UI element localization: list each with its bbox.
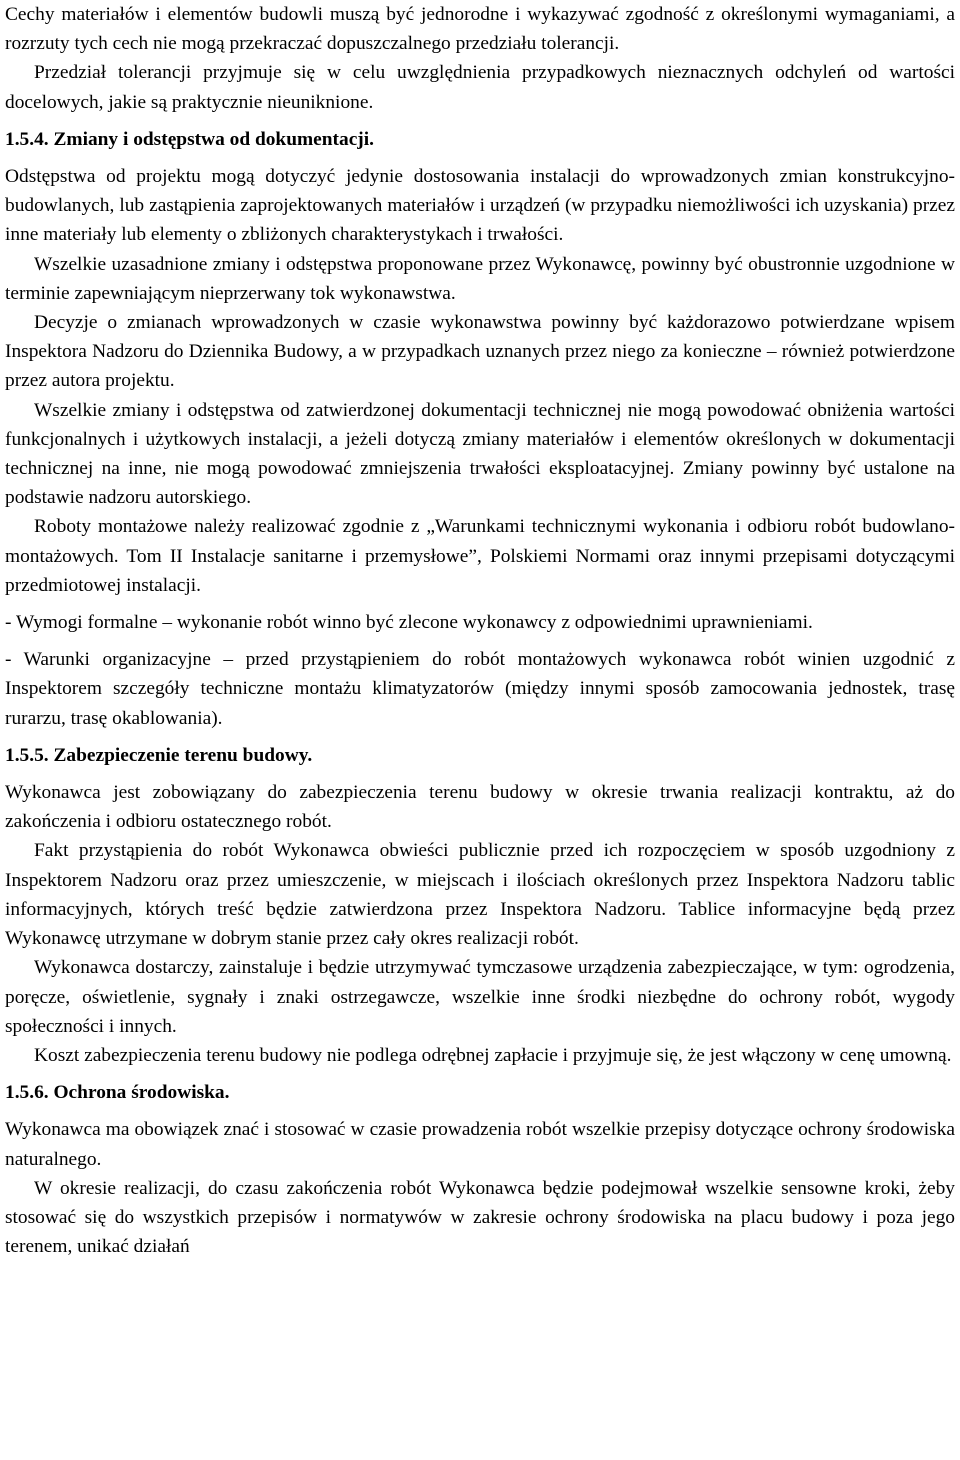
- paragraph-installation-works: Roboty montażowe należy realizować zgodnie z „Warunkami technicznymi wykonania i odbioru robót budowlano-montażowych. Tom II Instalacje sanitarne i przemysłowe”, Polskiemi Normami oraz innymi przepisami dotyczącymi przedmiotowej instalacji.: [5, 516, 955, 596]
- paragraph-material-consistency: Cechy materiałów i elementów budowli muszą być jednorodne i wykazywać zgodność z określonymi wymaganiami, a rozrzuty tych cech nie mogą przekraczać dopuszczalnego przedziału tolerancji.: [5, 4, 955, 55]
- paragraph-organizational-conditions: - Warunki organizacyjne – przed przystąpieniem do robót montażowych wykonawca robót winien uzgodnić z Inspektorem szczegóły techniczne montażu klimatyzatorów (między innymi sposób zamocowania jednostek, trasę rurarzu, trasę okablowania).: [5, 649, 955, 729]
- paragraph-change-decisions: Decyzje o zmianach wprowadzonych w czasie wykonawstwa powinny być każdorazowo potwierdzane wpisem Inspektora Nadzoru do Dziennika Budowy, a w przypadkach uznanych przez niego za konieczne – również potwierdzone przez autora projektu.: [5, 312, 955, 392]
- paragraph-environmental-measures: W okresie realizacji, do czasu zakończenia robót Wykonawca będzie podejmował wszelkie sensowne kroki, żeby stosować się do wszystkich przepisów i normatywów w zakresie ochrony środowiska na placu budowy i poza jego terenem, unikać działań: [5, 1177, 955, 1258]
- paragraph-protection-cost: Koszt zabezpieczenia terenu budowy nie podlega odrębnej zapłacie i przyjmuje się, że jest włączony w cenę umowną.: [34, 1044, 952, 1066]
- paragraph-information-boards: Fakt przystąpienia do robót Wykonawca obwieści publicznie przed ich rozpoczęciem w sposób uzgodniony z Inspektorem Nadzoru oraz przez umieszczenie, w miejscach i ilościach określonych przez Inspektora Nadzoru tablic informacyjnych, których treść będzie zatwierdzona przez Inspektora Nadzoru. Tablice informacyjne będą przez Wykonawcę utrzymane w dobrym stanie przez cały okres realizacji robót.: [5, 840, 955, 950]
- paragraph-safety-devices: Wykonawca dostarczy, zainstaluje i będzie utrzymywać tymczasowe urządzenia zabezpieczające, w tym: ogrodzenia, poręcze, oświetlenie, sygnały i znaki ostrzegawcze, wszelkie inne środki niezbędne do ochrony robót, wygody społeczności i innych.: [5, 957, 955, 1037]
- paragraph-tolerance-range: Przedział tolerancji przyjmuje się w celu uwzględnienia przypadkowych nieznacznych odchyleń od wartości docelowych, jakie są praktycznie nieuniknione.: [5, 62, 955, 113]
- section-heading-changes: 1.5.4. Zmiany i odstępstwa od dokumentacji.: [5, 128, 374, 150]
- paragraph-agreed-changes: Wszelkie uzasadnione zmiany i odstępstwa proponowane przez Wykonawcę, powinny być obustronnie uzgodnione w terminie zapewniającym nieprzerwany tok wykonawstwa.: [5, 253, 955, 304]
- paragraph-site-security: Wykonawca jest zobowiązany do zabezpieczenia terenu budowy w okresie trwania realizacji kontraktu, aż do zakończenia i odbioru ostatecznego robót.: [5, 782, 955, 833]
- paragraph-design-deviations: Odstępstwa od projektu mogą dotyczyć jedynie dostosowania instalacji do wprowadzonych zmian konstrukcyjno-budowlanych, lub zastąpienia zaprojektowanych materiałów i urządzeń (w przypadku niemożliwości ich uzyskania) przez inne materiały lub elementy o zbliżonych charakterystykach i trwałości.: [5, 166, 955, 246]
- paragraph-change-restrictions: Wszelkie zmiany i odstępstwa od zatwierdzonej dokumentacji technicznej nie mogą powodować obniżenia wartości funkcjonalnych i użytkowych instalacji, a jeżeli dotyczą zmiany materiałów i elementów określonych w dokumentacji technicznej na inne, nie mogą powodować zmniejszenia trwałości eksploatacyjnej. Zmiany powinny być ustalone na podstawie nadzoru autorskiego.: [5, 399, 955, 509]
- paragraph-formal-requirements: - Wymogi formalne – wykonanie robót winno być zlecone wykonawcy z odpowiednimi uprawnieniami.: [5, 612, 813, 634]
- section-heading-environment: 1.5.6. Ochrona środowiska.: [5, 1082, 230, 1104]
- paragraph-environmental-rules: Wykonawca ma obowiązek znać i stosować w czasie prowadzenia robót wszelkie przepisy dotyczące ochrony środowiska naturalnego.: [5, 1119, 955, 1170]
- section-heading-site-protection: 1.5.5. Zabezpieczenie terenu budowy.: [5, 744, 313, 766]
